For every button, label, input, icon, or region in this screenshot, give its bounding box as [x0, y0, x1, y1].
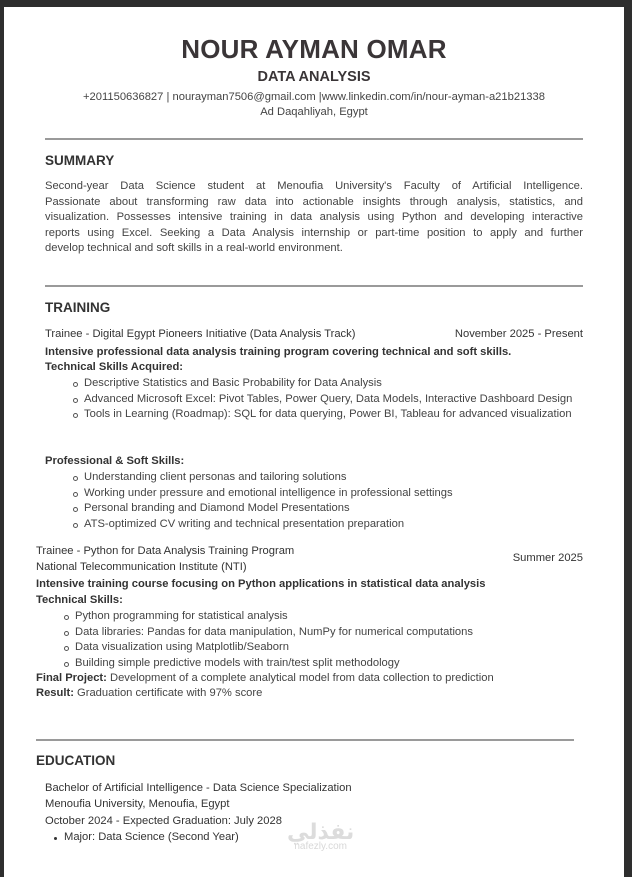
divider — [45, 138, 583, 140]
list-item: Descriptive Statistics and Basic Probability for Data Analysis — [84, 376, 583, 392]
final-project-label: Final Project: — [36, 672, 107, 684]
result-text: Graduation certificate with 97% score — [73, 687, 263, 699]
training-description: Intensive training course focusing on Python applications in statistical data analysis — [36, 578, 486, 590]
result-label: Result: — [36, 687, 74, 699]
divider — [36, 739, 574, 741]
training-date: November 2025 - Present — [454, 328, 583, 340]
list-item: Data libraries: Pandas for data manipulation, NumPy for numerical computations — [75, 625, 583, 641]
training-institution: National Telecommunication Institute (NTI) — [36, 561, 247, 573]
watermark — [287, 819, 354, 852]
watermark-latin: nafezly.com — [294, 841, 347, 852]
section-heading-education: EDUCATION — [36, 753, 116, 768]
summary-line: develop technical and soft skills in a real-world environment. — [45, 242, 343, 255]
training-date: Summer 2025 — [512, 552, 583, 564]
technical-skills-label: Technical Skills: — [36, 594, 123, 606]
education-dates: October 2024 - Expected Graduation: July 2028 — [45, 815, 282, 827]
summary-line: Second-year Data Science student at Menoufia University's Faculty of Artificial Intelligence. — [45, 180, 583, 192]
technical-skills-list — [75, 609, 583, 671]
list-item: Building simple predictive models with train/test split methodology — [75, 656, 583, 672]
watermark-arabic: نفذلي — [287, 819, 355, 844]
list-item: Tools in Learning (Roadmap): SQL for data querying, Power BI, Tableau for advanced visualization — [84, 407, 583, 423]
section-heading-training: TRAINING — [45, 300, 111, 315]
section-heading-summary: SUMMARY — [45, 153, 115, 168]
list-item: Data visualization using Matplotlib/Seaborn — [75, 640, 583, 656]
summary-line: reports using Excel. Seeking a Data Analysis internship or part-time position to apply and further — [45, 226, 583, 239]
soft-skills-label: Professional & Soft Skills: — [45, 455, 185, 467]
education-university: Menoufia University, Menoufia, Egypt — [45, 798, 230, 810]
education-item: Major: Data Science (Second Year) — [64, 831, 632, 843]
summary-text — [45, 179, 583, 257]
technical-skills-label: Technical Skills Acquired: — [45, 361, 184, 373]
final-project — [36, 672, 494, 684]
list-item: Personal branding and Diamond Model Presentations — [84, 501, 583, 517]
soft-skills-list — [84, 470, 583, 532]
summary-line: Passionate about transforming raw data into actionable insights through analysis, statistics, and — [45, 195, 583, 208]
divider — [45, 285, 583, 287]
list-item: Python programming for statistical analysis — [75, 609, 583, 625]
training-role: Trainee - Python for Data Analysis Training Program — [36, 545, 295, 557]
list-item: Working under pressure and emotional intelligence in professional settings — [84, 486, 583, 502]
technical-skills-list — [84, 376, 583, 423]
candidate-name: NOUR AYMAN OMAR — [181, 34, 447, 64]
candidate-title: DATA ANALYSIS — [257, 69, 371, 85]
training-role: Trainee - Digital Egypt Pioneers Initiative (Data Analysis Track) — [45, 328, 356, 340]
education-degree: Bachelor of Artificial Intelligence - Data Science Specialization — [45, 782, 352, 794]
list-item: Understanding client personas and tailoring solutions — [84, 470, 583, 486]
resume-page — [4, 7, 624, 877]
training-description: Intensive professional data analysis training program covering technical and soft skills. — [45, 346, 512, 358]
location: Ad Daqahliyah, Egypt — [260, 106, 368, 118]
list-item: ATS-optimized CV writing and technical presentation preparation — [84, 517, 583, 533]
result — [36, 687, 262, 699]
list-item: Advanced Microsoft Excel: Pivot Tables, Power Query, Data Models, Interactive Dashboard Design — [84, 392, 583, 408]
contact-info: +201150636827 | nourayman7506@gmail.com |www.linkedin.com/in/nour-ayman-a21b21338 — [83, 91, 545, 103]
summary-line: visualization. Possesses intensive training in data analysis using Python and developing interactive — [45, 211, 583, 224]
final-project-text: Development of a complete analytical model from data collection to prediction — [106, 672, 494, 684]
